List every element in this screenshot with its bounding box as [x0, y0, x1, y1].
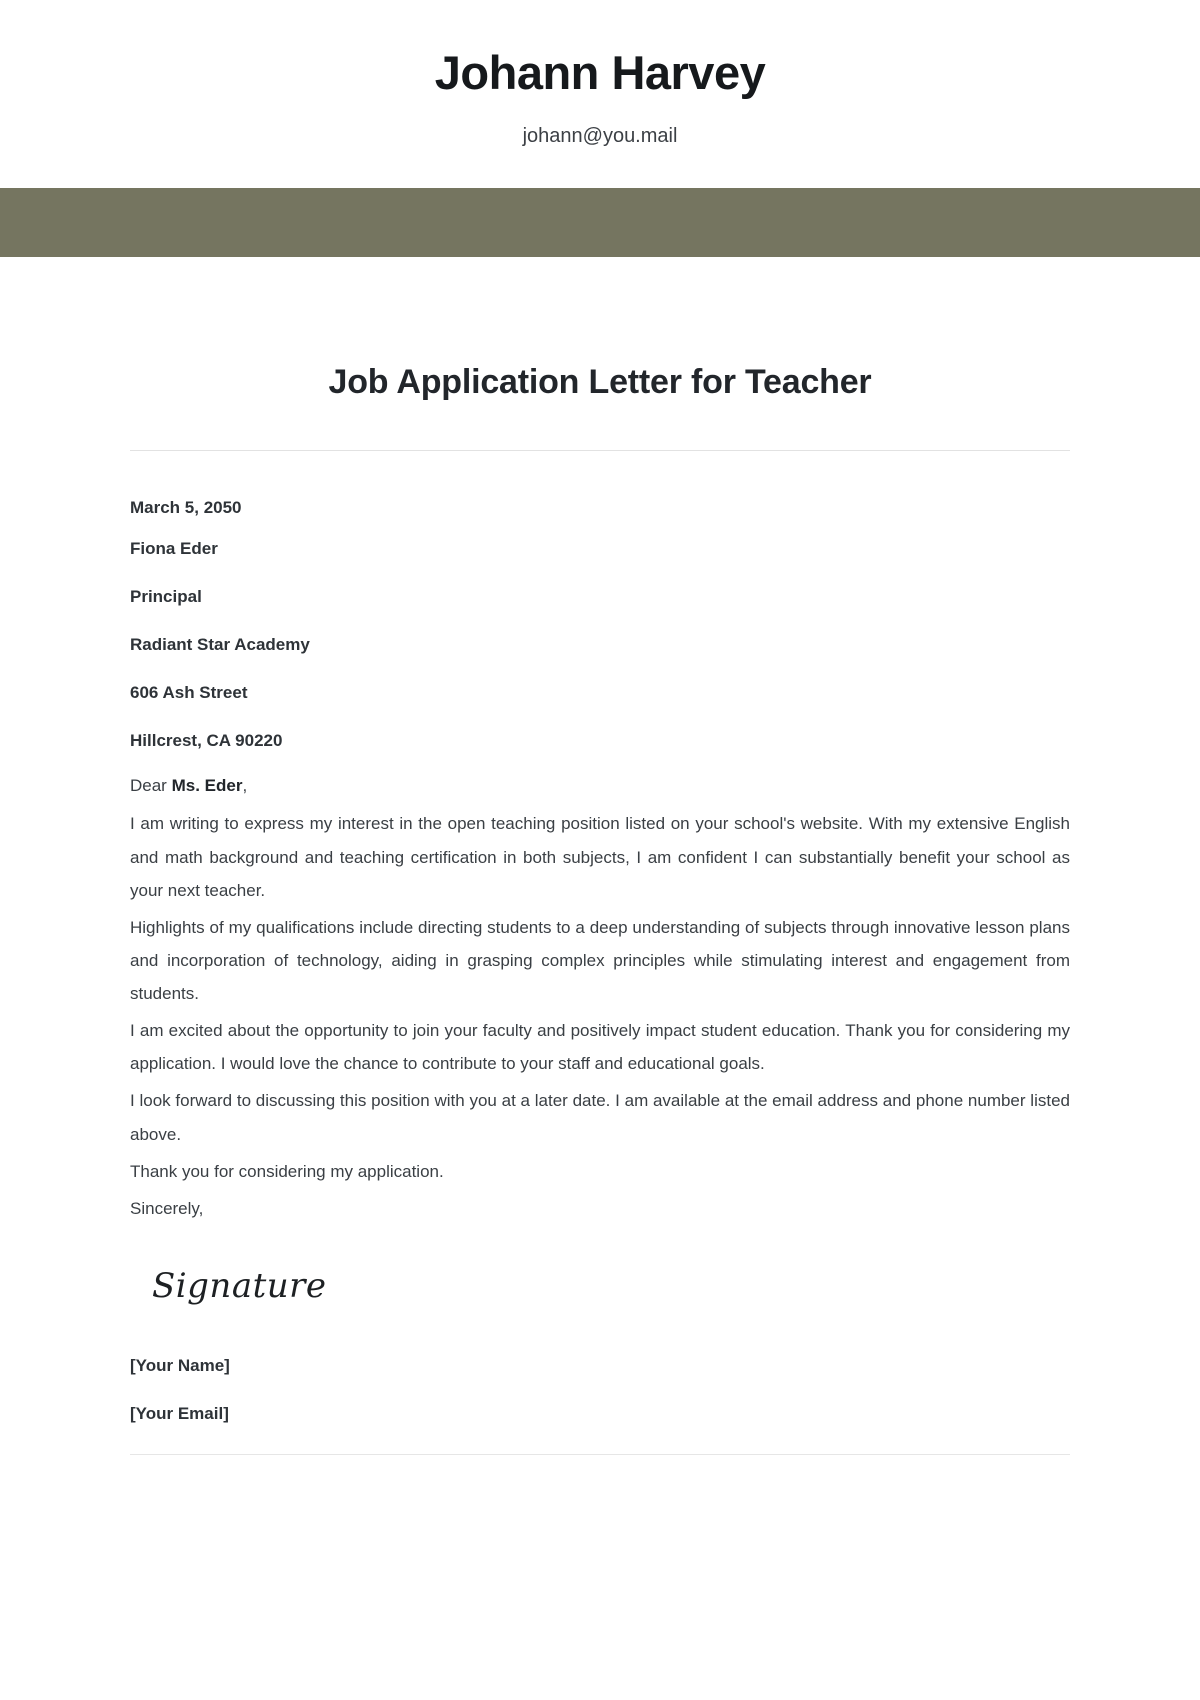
- letter-body: [130, 257, 1070, 1455]
- salutation-prefix: Dear: [130, 776, 172, 796]
- address-line-name: Fiona Eder: [130, 539, 218, 559]
- closing-signoff: Sincerely,: [130, 1198, 204, 1218]
- letterhead-name: Johann Harvey: [434, 46, 766, 99]
- body-paragraph-1: I am writing to express my interest in the open teaching position listed on your school's website. With my extensive English and math background and teaching certification in both subjects, I am confident I can substantially benefit your school as your next teacher.: [130, 814, 1070, 900]
- address-line-city: Hillcrest, CA 90220: [130, 731, 283, 751]
- salutation: [130, 772, 1070, 799]
- page-title: Job Application Letter for Teacher: [328, 363, 872, 402]
- address-line-role: Principal: [130, 587, 202, 607]
- address-line-date: March 5, 2050: [130, 497, 242, 517]
- title-divider: [130, 450, 1070, 451]
- letterhead-email: johann@you.mail: [522, 125, 678, 148]
- body-paragraph-4: I look forward to discussing this position with you at a later date. I am available at the email address and phone number listed above.: [130, 1091, 1070, 1144]
- signature-area: [130, 1266, 1070, 1307]
- signature-placeholders: [130, 1355, 1070, 1426]
- signature-script: Signature: [152, 1266, 327, 1307]
- closing-thanks: Thank you for considering my application.: [130, 1161, 444, 1181]
- accent-band: [0, 188, 1200, 257]
- salutation-suffix: ,: [242, 776, 248, 796]
- footer-divider: [130, 1454, 1070, 1455]
- salutation-recipient: Ms. Eder: [171, 776, 243, 796]
- body-paragraph-2: Highlights of my qualifications include directing students to a deep understanding of subjects through innovative lesson plans and incorporation of technology, aiding in grasping complex principles while stimulating interest and engagement from students.: [130, 917, 1070, 1004]
- placeholder-your-email[interactable]: [Your Email]: [130, 1403, 229, 1423]
- body-paragraph-3: I am excited about the opportunity to join your faculty and positively impact student education. Thank you for considering my application. I would love the chance to contribute to your staff and educational goals.: [130, 1021, 1070, 1074]
- placeholder-your-name[interactable]: [Your Name]: [130, 1356, 230, 1376]
- letterhead: [0, 0, 1200, 148]
- address-line-street: 606 Ash Street: [130, 683, 248, 703]
- address-line-org: Radiant Star Academy: [130, 635, 310, 655]
- address-block: [130, 497, 1070, 754]
